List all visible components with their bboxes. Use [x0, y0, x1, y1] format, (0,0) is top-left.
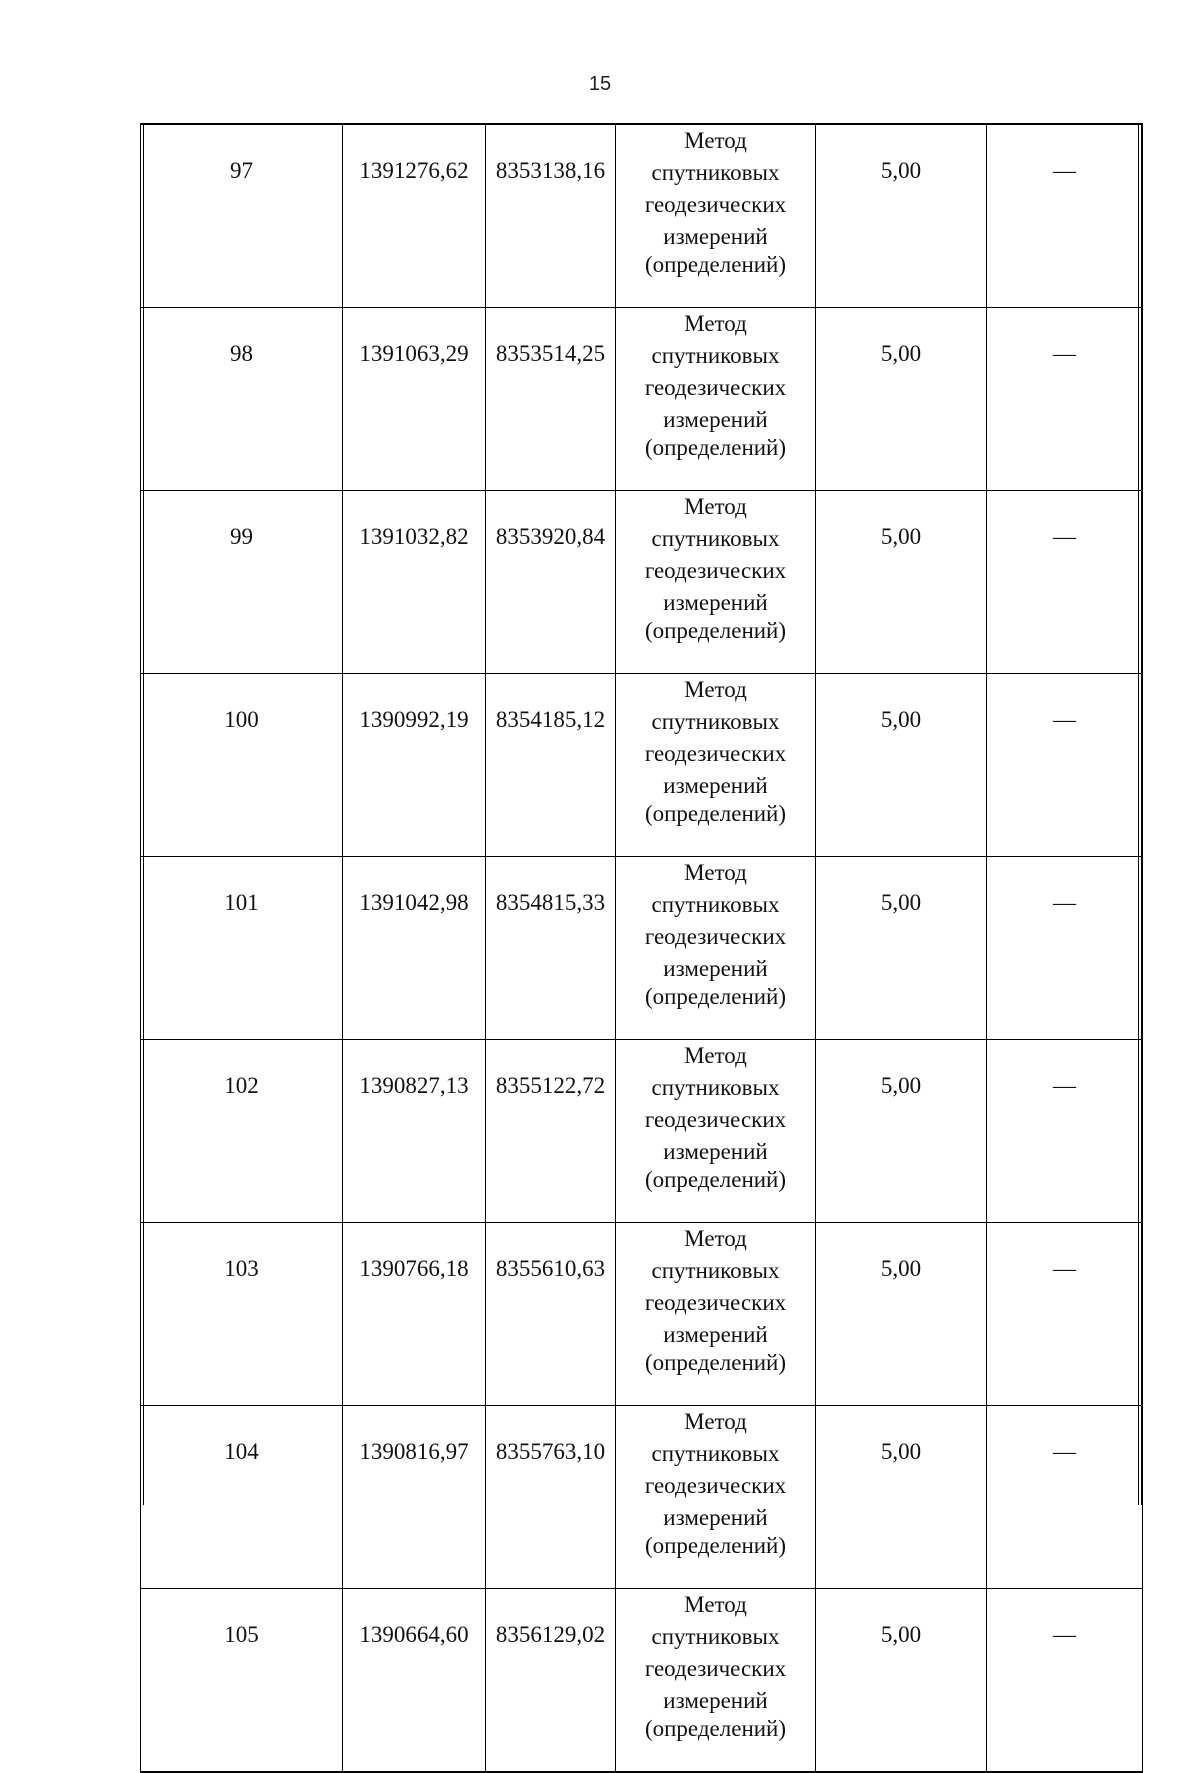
x-coordinate-cell: 1391276,62	[343, 124, 486, 308]
y-coordinate-cell: 8355763,10	[486, 1406, 616, 1589]
method-line: Метод	[684, 494, 747, 519]
x-coordinate-cell: 1390827,13	[343, 1040, 486, 1223]
accuracy-cell: 5,00	[816, 1040, 987, 1223]
method-line: (определений)	[644, 801, 787, 826]
method-line: спутниковых	[651, 1441, 780, 1466]
accuracy-cell: 5,00	[816, 124, 987, 308]
x-coordinate-cell: 1390664,60	[343, 1589, 486, 1773]
description-cell: —	[987, 1589, 1143, 1773]
y-coordinate-cell: 8353138,16	[486, 124, 616, 308]
description-cell: —	[987, 857, 1143, 1040]
table-row	[141, 1589, 1143, 1773]
y-coordinate-cell: 8355610,63	[486, 1223, 616, 1406]
method-line: измерений	[663, 956, 768, 981]
method-line: геодезических	[644, 924, 787, 949]
y-coordinate-cell: 8356129,02	[486, 1589, 616, 1773]
accuracy-cell: 5,00	[816, 491, 987, 674]
table-frame	[140, 123, 1142, 1505]
point-number-cell: 101	[141, 857, 343, 1040]
method-line: спутниковых	[651, 160, 780, 185]
method-line: геодезических	[644, 1656, 787, 1681]
method-line: измерений	[663, 1505, 768, 1530]
description-cell: —	[987, 491, 1143, 674]
method-line: Метод	[684, 1043, 747, 1068]
method-line: спутниковых	[651, 1624, 780, 1649]
accuracy-cell: 5,00	[816, 1589, 987, 1773]
method-line: Метод	[684, 1409, 747, 1434]
method-line: (определений)	[644, 984, 787, 1009]
method-line: измерений	[663, 1322, 768, 1347]
method-line: спутниковых	[651, 1258, 780, 1283]
point-number-cell: 102	[141, 1040, 343, 1223]
accuracy-cell: 5,00	[816, 308, 987, 491]
method-line: (определений)	[644, 435, 787, 460]
accuracy-cell: 5,00	[816, 857, 987, 1040]
method-line: (определений)	[644, 1716, 787, 1741]
method-line: геодезических	[644, 741, 787, 766]
method-line: Метод	[684, 860, 747, 885]
x-coordinate-cell: 1390816,97	[343, 1406, 486, 1589]
method-line: измерений	[663, 407, 768, 432]
method-line: спутниковых	[651, 1075, 780, 1100]
x-coordinate-cell: 1390992,19	[343, 674, 486, 857]
description-cell: —	[987, 1040, 1143, 1223]
method-line: геодезических	[644, 192, 787, 217]
y-coordinate-cell: 8355122,72	[486, 1040, 616, 1223]
method-line: измерений	[663, 773, 768, 798]
method-line: спутниковых	[651, 709, 780, 734]
x-coordinate-cell: 1391032,82	[343, 491, 486, 674]
method-line: геодезических	[644, 1107, 787, 1132]
description-cell: —	[987, 1223, 1143, 1406]
method-line: измерений	[663, 590, 768, 615]
y-coordinate-cell: 8353920,84	[486, 491, 616, 674]
method-line: (определений)	[644, 1167, 787, 1192]
point-number-cell: 99	[141, 491, 343, 674]
description-cell: —	[987, 674, 1143, 857]
method-line: спутниковых	[651, 343, 780, 368]
method-line: геодезических	[644, 558, 787, 583]
point-number-cell: 97	[141, 124, 343, 308]
method-line: измерений	[663, 224, 768, 249]
method-line: Метод	[684, 1226, 747, 1251]
method-line: спутниковых	[651, 526, 780, 551]
method-line: Метод	[684, 1592, 747, 1617]
x-coordinate-cell: 1391063,29	[343, 308, 486, 491]
method-line: Метод	[684, 311, 747, 336]
description-cell: —	[987, 308, 1143, 491]
y-coordinate-cell: 8354815,33	[486, 857, 616, 1040]
method-line: Метод	[684, 128, 747, 153]
page-number: 15	[588, 73, 612, 95]
method-line: геодезических	[644, 375, 787, 400]
method-line: измерений	[663, 1139, 768, 1164]
method-line: спутниковых	[651, 892, 780, 917]
description-cell: —	[987, 124, 1143, 308]
x-coordinate-cell: 1391042,98	[343, 857, 486, 1040]
point-number-cell: 105	[141, 1589, 343, 1773]
x-coordinate-cell: 1390766,18	[343, 1223, 486, 1406]
point-number-cell: 103	[141, 1223, 343, 1406]
y-coordinate-cell: 8353514,25	[486, 308, 616, 491]
method-line: измерений	[663, 1688, 768, 1713]
y-coordinate-cell: 8354185,12	[486, 674, 616, 857]
point-number-cell: 98	[141, 308, 343, 491]
method-line: (определений)	[644, 1350, 787, 1375]
method-line: (определений)	[644, 618, 787, 643]
method-line: Метод	[684, 677, 747, 702]
point-number-cell: 104	[141, 1406, 343, 1589]
accuracy-cell: 5,00	[816, 1406, 987, 1589]
method-line: геодезических	[644, 1290, 787, 1315]
point-number-cell: 100	[141, 674, 343, 857]
method-line: геодезических	[644, 1473, 787, 1498]
method-cell	[616, 1589, 816, 1773]
method-line: (определений)	[644, 252, 787, 277]
method-line: (определений)	[644, 1533, 787, 1558]
accuracy-cell: 5,00	[816, 674, 987, 857]
accuracy-cell: 5,00	[816, 1223, 987, 1406]
description-cell: —	[987, 1406, 1143, 1589]
